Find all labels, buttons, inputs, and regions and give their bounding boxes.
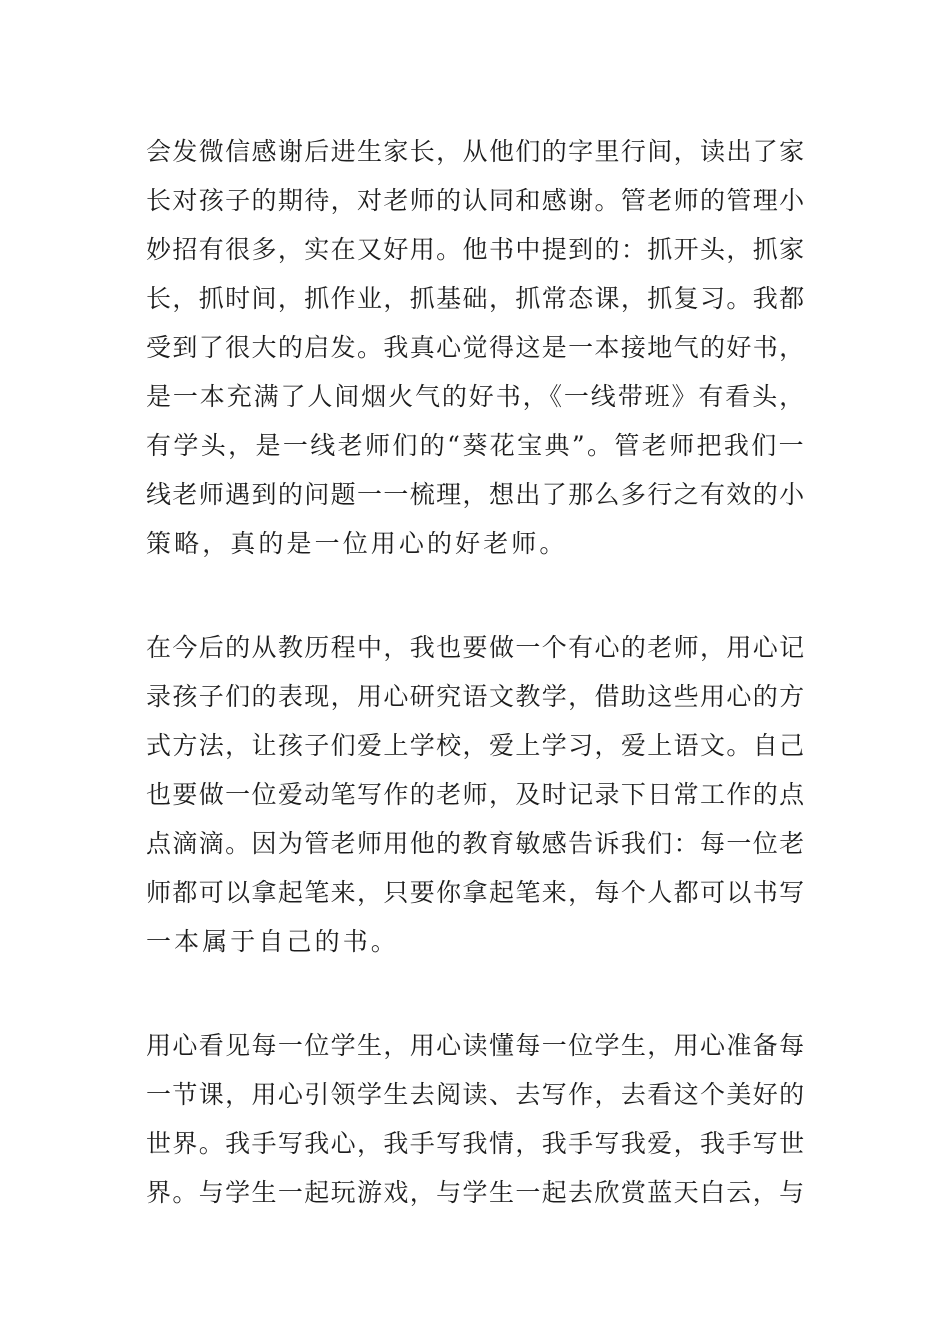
text-line: 是一本充满了人间烟火气的好书，《一线带班》有看头， bbox=[146, 382, 807, 411]
text-line: 一节课，用心引领学生去阅读、去写作，去看这个美好的 bbox=[146, 1080, 806, 1109]
text-line: 线老师遇到的问题一一梳理，想出了那么多行之有效的小 bbox=[146, 480, 806, 509]
text-line: 也要做一位爱动笔写作的老师，及时记录下日常工作的点 bbox=[146, 780, 806, 809]
text-line: 式方法，让孩子们爱上学校，爱上学习，爱上语文。自己 bbox=[146, 731, 806, 760]
text-line: 在今后的从教历程中，我也要做一个有心的老师，用心记 bbox=[146, 633, 806, 662]
text-line: 界。与学生一起玩游戏，与学生一起去欣赏蓝天白云，与 bbox=[146, 1178, 806, 1207]
text-line: 受到了很大的启发。我真心觉得这是一本接地气的好书， bbox=[146, 333, 806, 362]
text-line: 录孩子们的表现，用心研究语文教学，借助这些用心的方 bbox=[146, 682, 806, 711]
text-line: 有学头，是一线老师们的“葵花宝典”。管老师把我们一 bbox=[146, 431, 807, 460]
text-line: 师都可以拿起笔来，只要你拿起笔来，每个人都可以书写 bbox=[146, 878, 806, 907]
text-line: 策略，真的是一位用心的好老师。 bbox=[146, 529, 568, 558]
text-line: 用心看见每一位学生，用心读懂每一位学生，用心准备每 bbox=[146, 1031, 806, 1060]
text-line: 一本属于自己的书。 bbox=[146, 927, 399, 956]
text-line: 会发微信感谢后进生家长，从他们的字里行间，读出了家 bbox=[146, 137, 806, 166]
text-line: 妙招有很多，实在又好用。他书中提到的：抓开头，抓家 bbox=[146, 235, 806, 264]
text-line: 长对孩子的期待，对老师的认同和感谢。管老师的管理小 bbox=[146, 186, 806, 215]
text-line: 世界。我手写我心，我手写我情，我手写我爱，我手写世 bbox=[146, 1129, 806, 1158]
text-line: 长，抓时间，抓作业，抓基础，抓常态课，抓复习。我都 bbox=[146, 284, 806, 313]
text-line: 点滴滴。因为管老师用他的教育敏感告诉我们：每一位老 bbox=[146, 829, 806, 858]
